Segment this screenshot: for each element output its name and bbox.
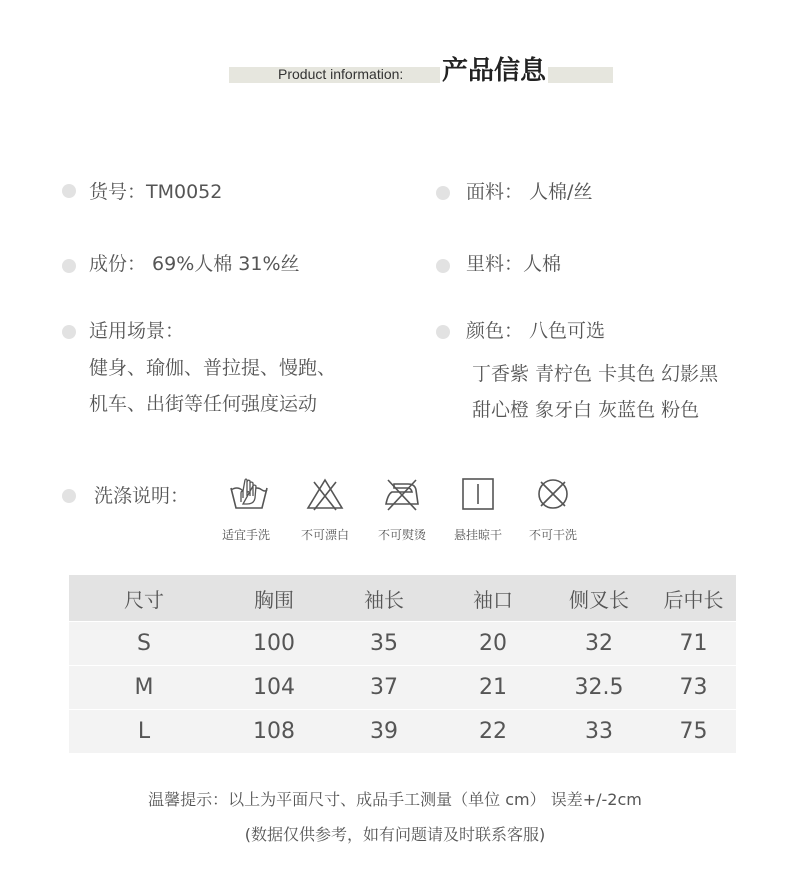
table-cell: 20 xyxy=(439,622,547,666)
table-cell: 108 xyxy=(219,710,329,754)
column-header-cuff: 袖口 xyxy=(439,575,547,622)
bullet-care xyxy=(62,489,76,503)
table-cell: 104 xyxy=(219,666,329,710)
lining: 里料：人棉 xyxy=(466,253,562,275)
table-cell: 21 xyxy=(439,666,547,710)
table-cell: 33 xyxy=(547,710,651,754)
table-cell: 73 xyxy=(651,666,736,710)
table-cell: 39 xyxy=(329,710,439,754)
care-label-line-dry: 悬挂晾干 xyxy=(453,528,502,542)
line-dry-icon xyxy=(458,476,498,512)
bullet-lining xyxy=(436,259,450,273)
bullet-item-no xyxy=(62,184,76,198)
bullet-composition xyxy=(62,259,76,273)
table-row xyxy=(69,666,736,710)
care-label-no-iron: 不可熨烫 xyxy=(377,528,426,542)
header-chinese-title: 产品信息 xyxy=(440,50,548,87)
table-cell: M xyxy=(69,666,219,710)
table-cell: 35 xyxy=(329,622,439,666)
table-cell: 32 xyxy=(547,622,651,666)
no-dry-clean-icon xyxy=(533,476,573,512)
table-cell: 100 xyxy=(219,622,329,666)
table-row xyxy=(69,622,736,666)
no-iron-icon xyxy=(382,476,422,512)
scenes-line-2: 机车、出街等任何强度运动 xyxy=(89,393,318,415)
color-title: 颜色： 八色可选 xyxy=(466,320,606,342)
measurement-note: 温馨提示：以上为平面尺寸、成品手工测量（单位 cm） 误差+/-2cm xyxy=(148,790,642,809)
size-table xyxy=(69,575,736,753)
table-cell: 22 xyxy=(439,710,547,754)
color-line-1: 丁香紫 青柠色 卡其色 幻影黑 xyxy=(472,363,719,385)
item-number: 货号：TM0052 xyxy=(89,181,223,203)
scenes-line-1: 健身、瑜伽、普拉提、慢跑、 xyxy=(89,357,337,379)
header-english-title: Product information: xyxy=(278,66,404,82)
size-table-header-row xyxy=(69,575,736,622)
care-label-no-dry-clean: 不可干洗 xyxy=(528,528,577,542)
bullet-scenes xyxy=(62,325,76,339)
color-line-2: 甜心橙 象牙白 灰蓝色 粉色 xyxy=(472,399,700,421)
care-label-hand-wash: 适宜手洗 xyxy=(221,528,270,542)
composition: 成份： 69%人棉 31%丝 xyxy=(89,253,300,275)
table-row xyxy=(69,710,736,754)
scenes-title: 适用场景： xyxy=(89,320,185,342)
no-bleach-icon xyxy=(305,476,345,512)
column-header-size: 尺寸 xyxy=(69,575,219,622)
column-header-back-length: 后中长 xyxy=(651,575,736,622)
table-cell: S xyxy=(69,622,219,666)
reference-note: (数据仅供参考，如有问题请及时联系客服) xyxy=(244,825,546,844)
hand-wash-icon xyxy=(229,476,269,512)
column-header-sleeve-length: 袖长 xyxy=(329,575,439,622)
column-header-chest: 胸围 xyxy=(219,575,329,622)
care-label-no-bleach: 不可漂白 xyxy=(300,528,349,542)
bullet-fabric xyxy=(436,186,450,200)
table-cell: 37 xyxy=(329,666,439,710)
care-title: 洗涤说明： xyxy=(94,485,190,507)
bullet-color xyxy=(436,325,450,339)
table-cell: 32.5 xyxy=(547,666,651,710)
table-cell: 75 xyxy=(651,710,736,754)
table-cell: 71 xyxy=(651,622,736,666)
column-header-side-slit: 侧叉长 xyxy=(547,575,651,622)
fabric: 面料： 人棉/丝 xyxy=(466,181,593,203)
table-cell: L xyxy=(69,710,219,754)
